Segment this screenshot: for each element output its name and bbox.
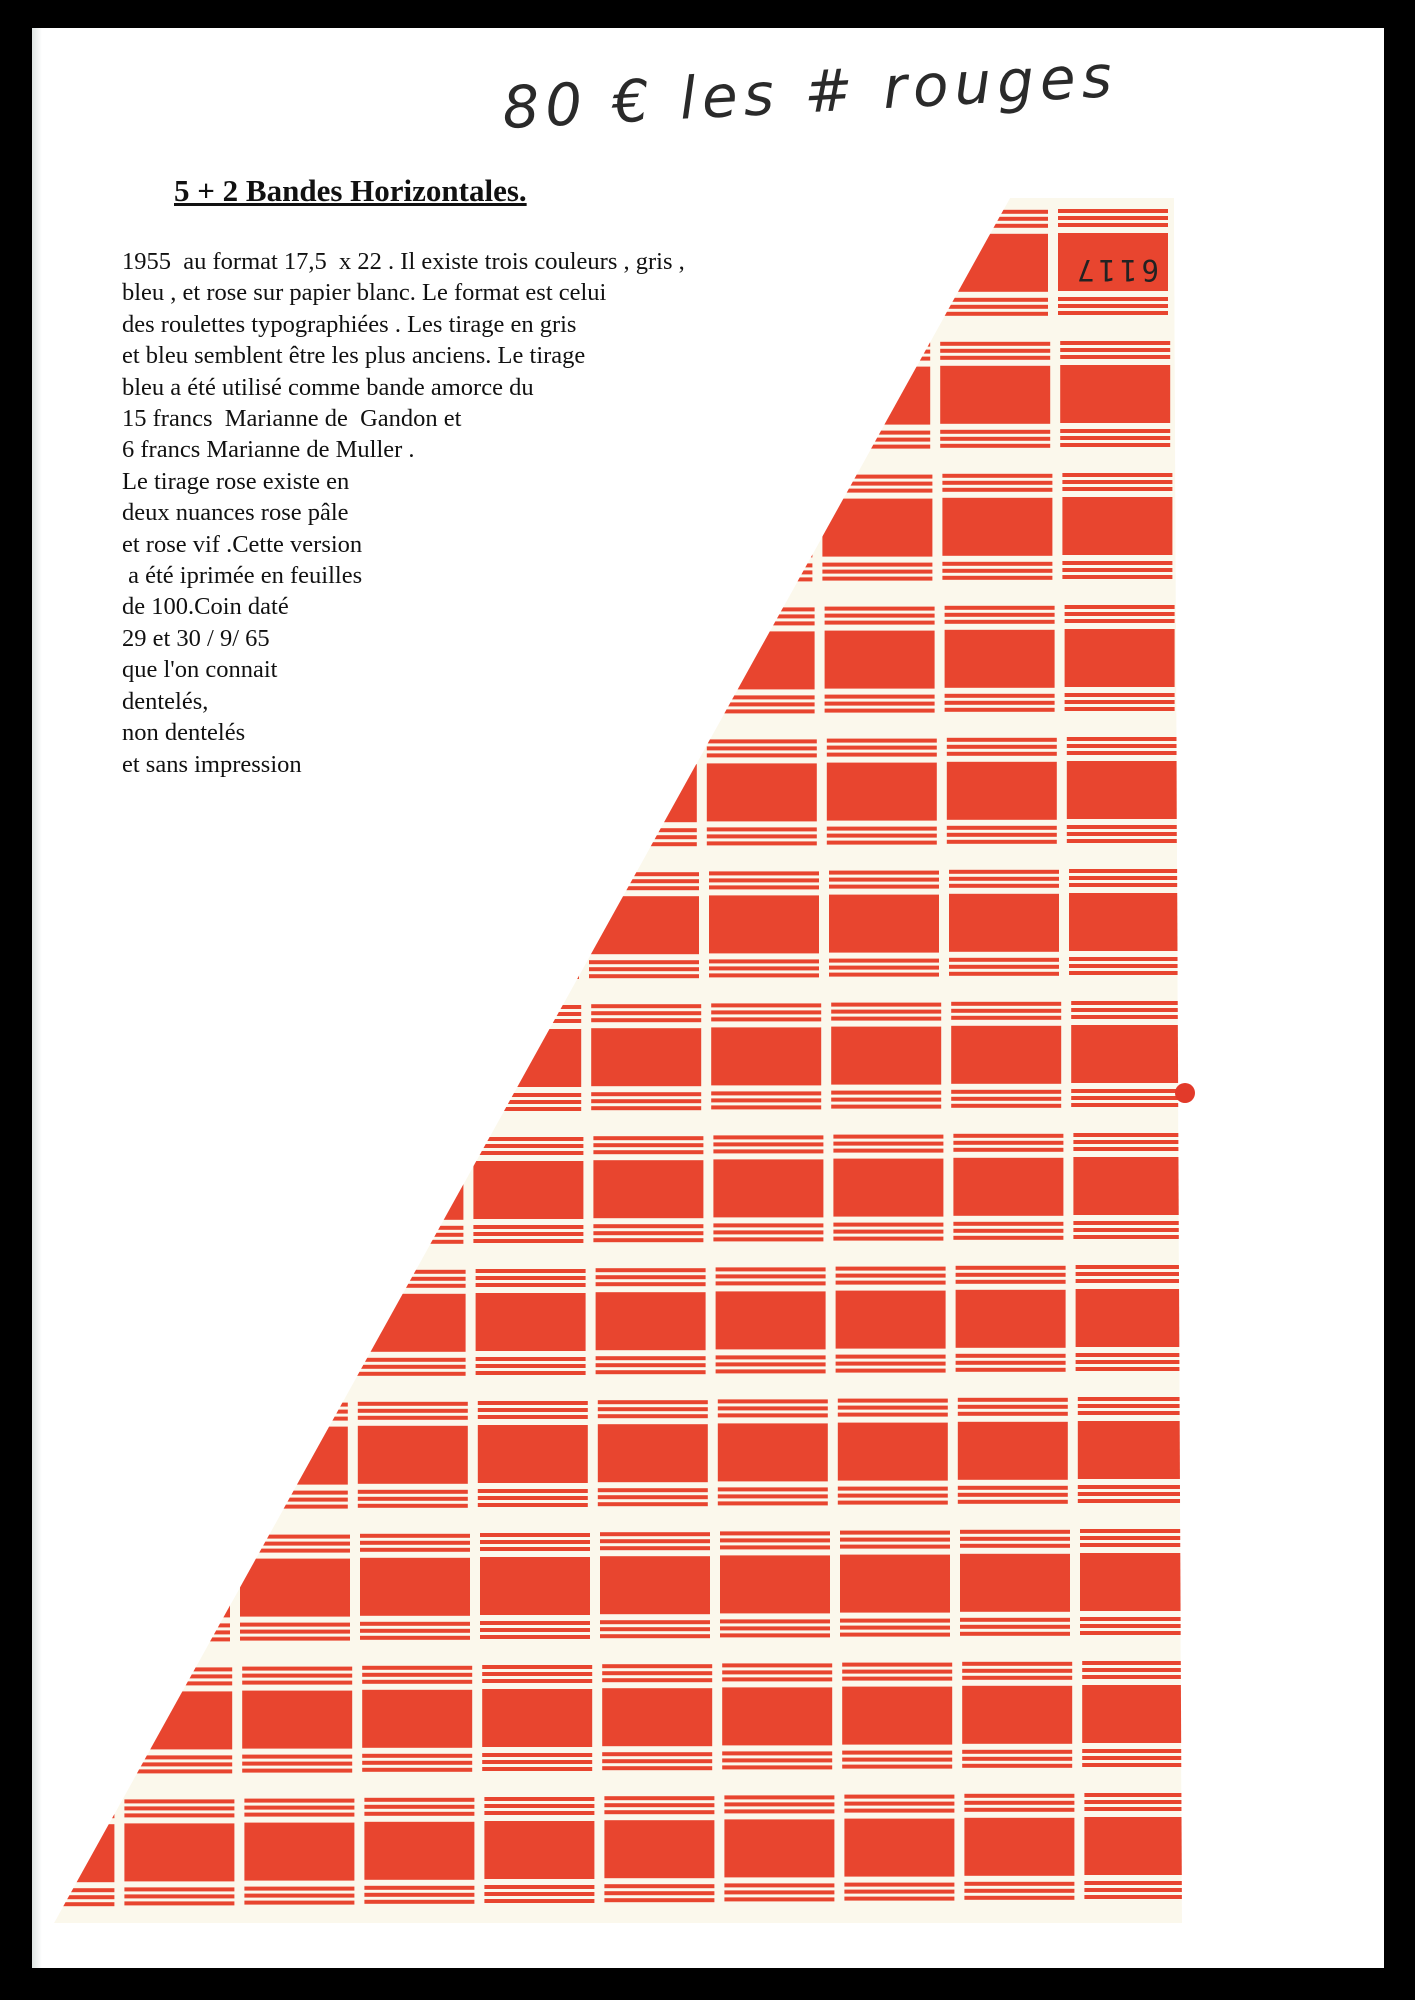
- stamp-cell: [596, 1268, 706, 1374]
- stamp-cell: [111, 1007, 221, 1113]
- stamp-cell: [598, 1400, 708, 1506]
- stamp-cell: [818, 211, 928, 317]
- stamp-cell: [116, 1271, 226, 1377]
- stamp-cell: [842, 1663, 952, 1769]
- stamp-cell: [956, 1266, 1066, 1372]
- stamp-cell: [32, 480, 92, 586]
- stamp-cell: [1078, 1397, 1188, 1503]
- stamp-cell: [942, 474, 1052, 580]
- stamp-cell: [120, 1535, 230, 1641]
- stamp-cell: [716, 1267, 826, 1373]
- stamp-cell: [1071, 1001, 1181, 1107]
- stamp-cell: [480, 1533, 590, 1639]
- description-line: de 100.Coin daté: [122, 593, 289, 621]
- stamp-cell: [945, 606, 1055, 712]
- stamp-cell: [32, 1536, 110, 1642]
- stamp-cell: [469, 873, 579, 979]
- description-line: et rose vif .Cette version: [122, 530, 363, 558]
- stamp-cell: [829, 871, 939, 977]
- stamp-cell: [600, 1532, 710, 1638]
- description-line: des roulettes typographiées . Les tirage en gris: [122, 310, 577, 338]
- stamp-cell: [242, 1667, 352, 1773]
- stamp-cell: [831, 1003, 941, 1109]
- stamp-cell: [473, 1137, 583, 1243]
- stamp-cell: [960, 1530, 1070, 1636]
- stamp-cell: [707, 739, 817, 845]
- stamp-cell: [124, 1799, 234, 1905]
- stamp-cell: [32, 216, 88, 322]
- stamp-cell: [358, 1402, 468, 1508]
- stamp-cell: [238, 1403, 348, 1509]
- stamp-cell: [32, 1800, 114, 1906]
- stamp-cell: [1067, 737, 1177, 843]
- stamp-cell: [589, 872, 699, 978]
- description-text: [122, 246, 685, 780]
- stamp-cell: [231, 1007, 341, 1113]
- stamp-cell: [1076, 1265, 1186, 1371]
- description-line: non dentelés: [122, 719, 246, 747]
- stamp-cell: [822, 475, 932, 581]
- stamp-cell: [713, 1135, 823, 1241]
- stamp-cell: [958, 1398, 1068, 1504]
- registration-dot: [1175, 1083, 1195, 1103]
- stamp-cell: [1060, 341, 1170, 447]
- stamp-cell: [1073, 1133, 1183, 1239]
- stamp-cell: [836, 1267, 946, 1373]
- stamp-cell: [938, 210, 1048, 316]
- stamp-cell: [700, 343, 810, 449]
- stamp-cell: [32, 1140, 103, 1246]
- stamp-cell: [478, 1401, 588, 1507]
- stamp-cell: [1082, 1661, 1192, 1767]
- stamp-cell: [244, 1799, 354, 1905]
- page-heading: 5 + 2 Bandes Horizontales.: [174, 173, 527, 208]
- stamp-cell: [720, 1531, 830, 1637]
- description-line: et bleu semblent être les plus anciens. Le tirage: [122, 342, 586, 370]
- stamp-cell: [364, 1798, 474, 1904]
- stamp-cell: [356, 1270, 466, 1376]
- description-line: 15 francs Marianne de Gandon et: [122, 405, 462, 433]
- stamp-cell: [820, 343, 930, 449]
- stamp-cell: [1069, 869, 1179, 975]
- description-line: deux nuances rose pâle: [122, 499, 349, 527]
- stamp-cell: [113, 1139, 223, 1245]
- stamp-cell: [593, 1136, 703, 1242]
- stamp-cell: [349, 874, 459, 980]
- stamp-cell: [698, 211, 808, 317]
- stamp-cell: [1084, 1793, 1194, 1899]
- stamp-cell: [840, 1531, 950, 1637]
- stamp-cell: [591, 1004, 701, 1110]
- stamp-cell: [705, 607, 815, 713]
- stamp-cell: [838, 1399, 948, 1505]
- sheet-number: 6117: [1073, 253, 1159, 287]
- stamp-cell: [32, 1404, 108, 1510]
- stamp-cell: [825, 607, 935, 713]
- stamp-cell: [484, 1797, 594, 1903]
- description-line: bleu a été utilisé comme bande amorce du: [122, 373, 534, 401]
- stamp-cell: [32, 612, 95, 718]
- stamp-cell: [718, 1399, 828, 1505]
- stamp-cell: [240, 1535, 350, 1641]
- stamp-cell: [1080, 1529, 1190, 1635]
- description-line: dentelés,: [122, 687, 209, 715]
- stamp-cell: [109, 875, 219, 981]
- stamp-cell: [833, 1135, 943, 1241]
- stamp-cell: [32, 1272, 106, 1378]
- stamp-cell: [702, 475, 812, 581]
- stamp-cell: [724, 1795, 834, 1901]
- stamp-cell: [236, 1271, 346, 1377]
- description-line: 1955 au format 17,5 x 22 . Il existe trois couleurs , gris ,: [122, 248, 685, 275]
- stamp-cell: [360, 1534, 470, 1640]
- stamp-cell: [949, 870, 1059, 976]
- stamp-cell: [32, 1008, 101, 1114]
- album-page: [32, 28, 1384, 1968]
- stamp-cell: [940, 342, 1050, 448]
- stamp-cell: [353, 1138, 463, 1244]
- stamp-cell: [722, 1663, 832, 1769]
- stamp-cell: [964, 1794, 1074, 1900]
- stamp-cell: [122, 1667, 232, 1773]
- stamp-cell: [32, 876, 99, 982]
- stamp-cell: [471, 1005, 581, 1111]
- description-line: Le tirage rose existe en: [122, 467, 350, 495]
- stamp-cell: [32, 348, 90, 454]
- stamp-cell: [947, 738, 1057, 844]
- stamp-cell: [229, 875, 339, 981]
- stamp-cell: [233, 1139, 343, 1245]
- stamp-cell: [844, 1795, 954, 1901]
- stamp-cell: [362, 1666, 472, 1772]
- description-line: 6 francs Marianne de Muller .: [122, 436, 415, 464]
- stamp-cell: [1062, 473, 1172, 579]
- description-line: que l'on connait: [122, 656, 278, 684]
- stamp-cell: [476, 1269, 586, 1375]
- description-line: a été iprimée en feuilles: [122, 562, 363, 590]
- stamp-cell: [1065, 605, 1175, 711]
- stamp-cell: [951, 1002, 1061, 1108]
- stamp-cell: [118, 1403, 228, 1509]
- stamp-cell: [827, 739, 937, 845]
- stamp-cell: [604, 1796, 714, 1902]
- description-line: bleu , et rose sur papier blanc. Le format est celui: [122, 279, 607, 307]
- stamp-cell: [602, 1664, 712, 1770]
- stamp-cell: [32, 744, 97, 850]
- stamp-cell: [962, 1662, 1072, 1768]
- stamp-cell: [953, 1134, 1063, 1240]
- stamp-cell: [351, 1006, 461, 1112]
- handwritten-price-note: 80 € les # rouges: [500, 41, 1120, 143]
- stamp-cell: [32, 1668, 112, 1774]
- stamp-cell: [482, 1665, 592, 1771]
- description-line: 29 et 30 / 9/ 65: [122, 624, 270, 652]
- description-line: et sans impression: [122, 750, 302, 778]
- stamp-cell: [711, 1003, 821, 1109]
- stamp-cell: [709, 871, 819, 977]
